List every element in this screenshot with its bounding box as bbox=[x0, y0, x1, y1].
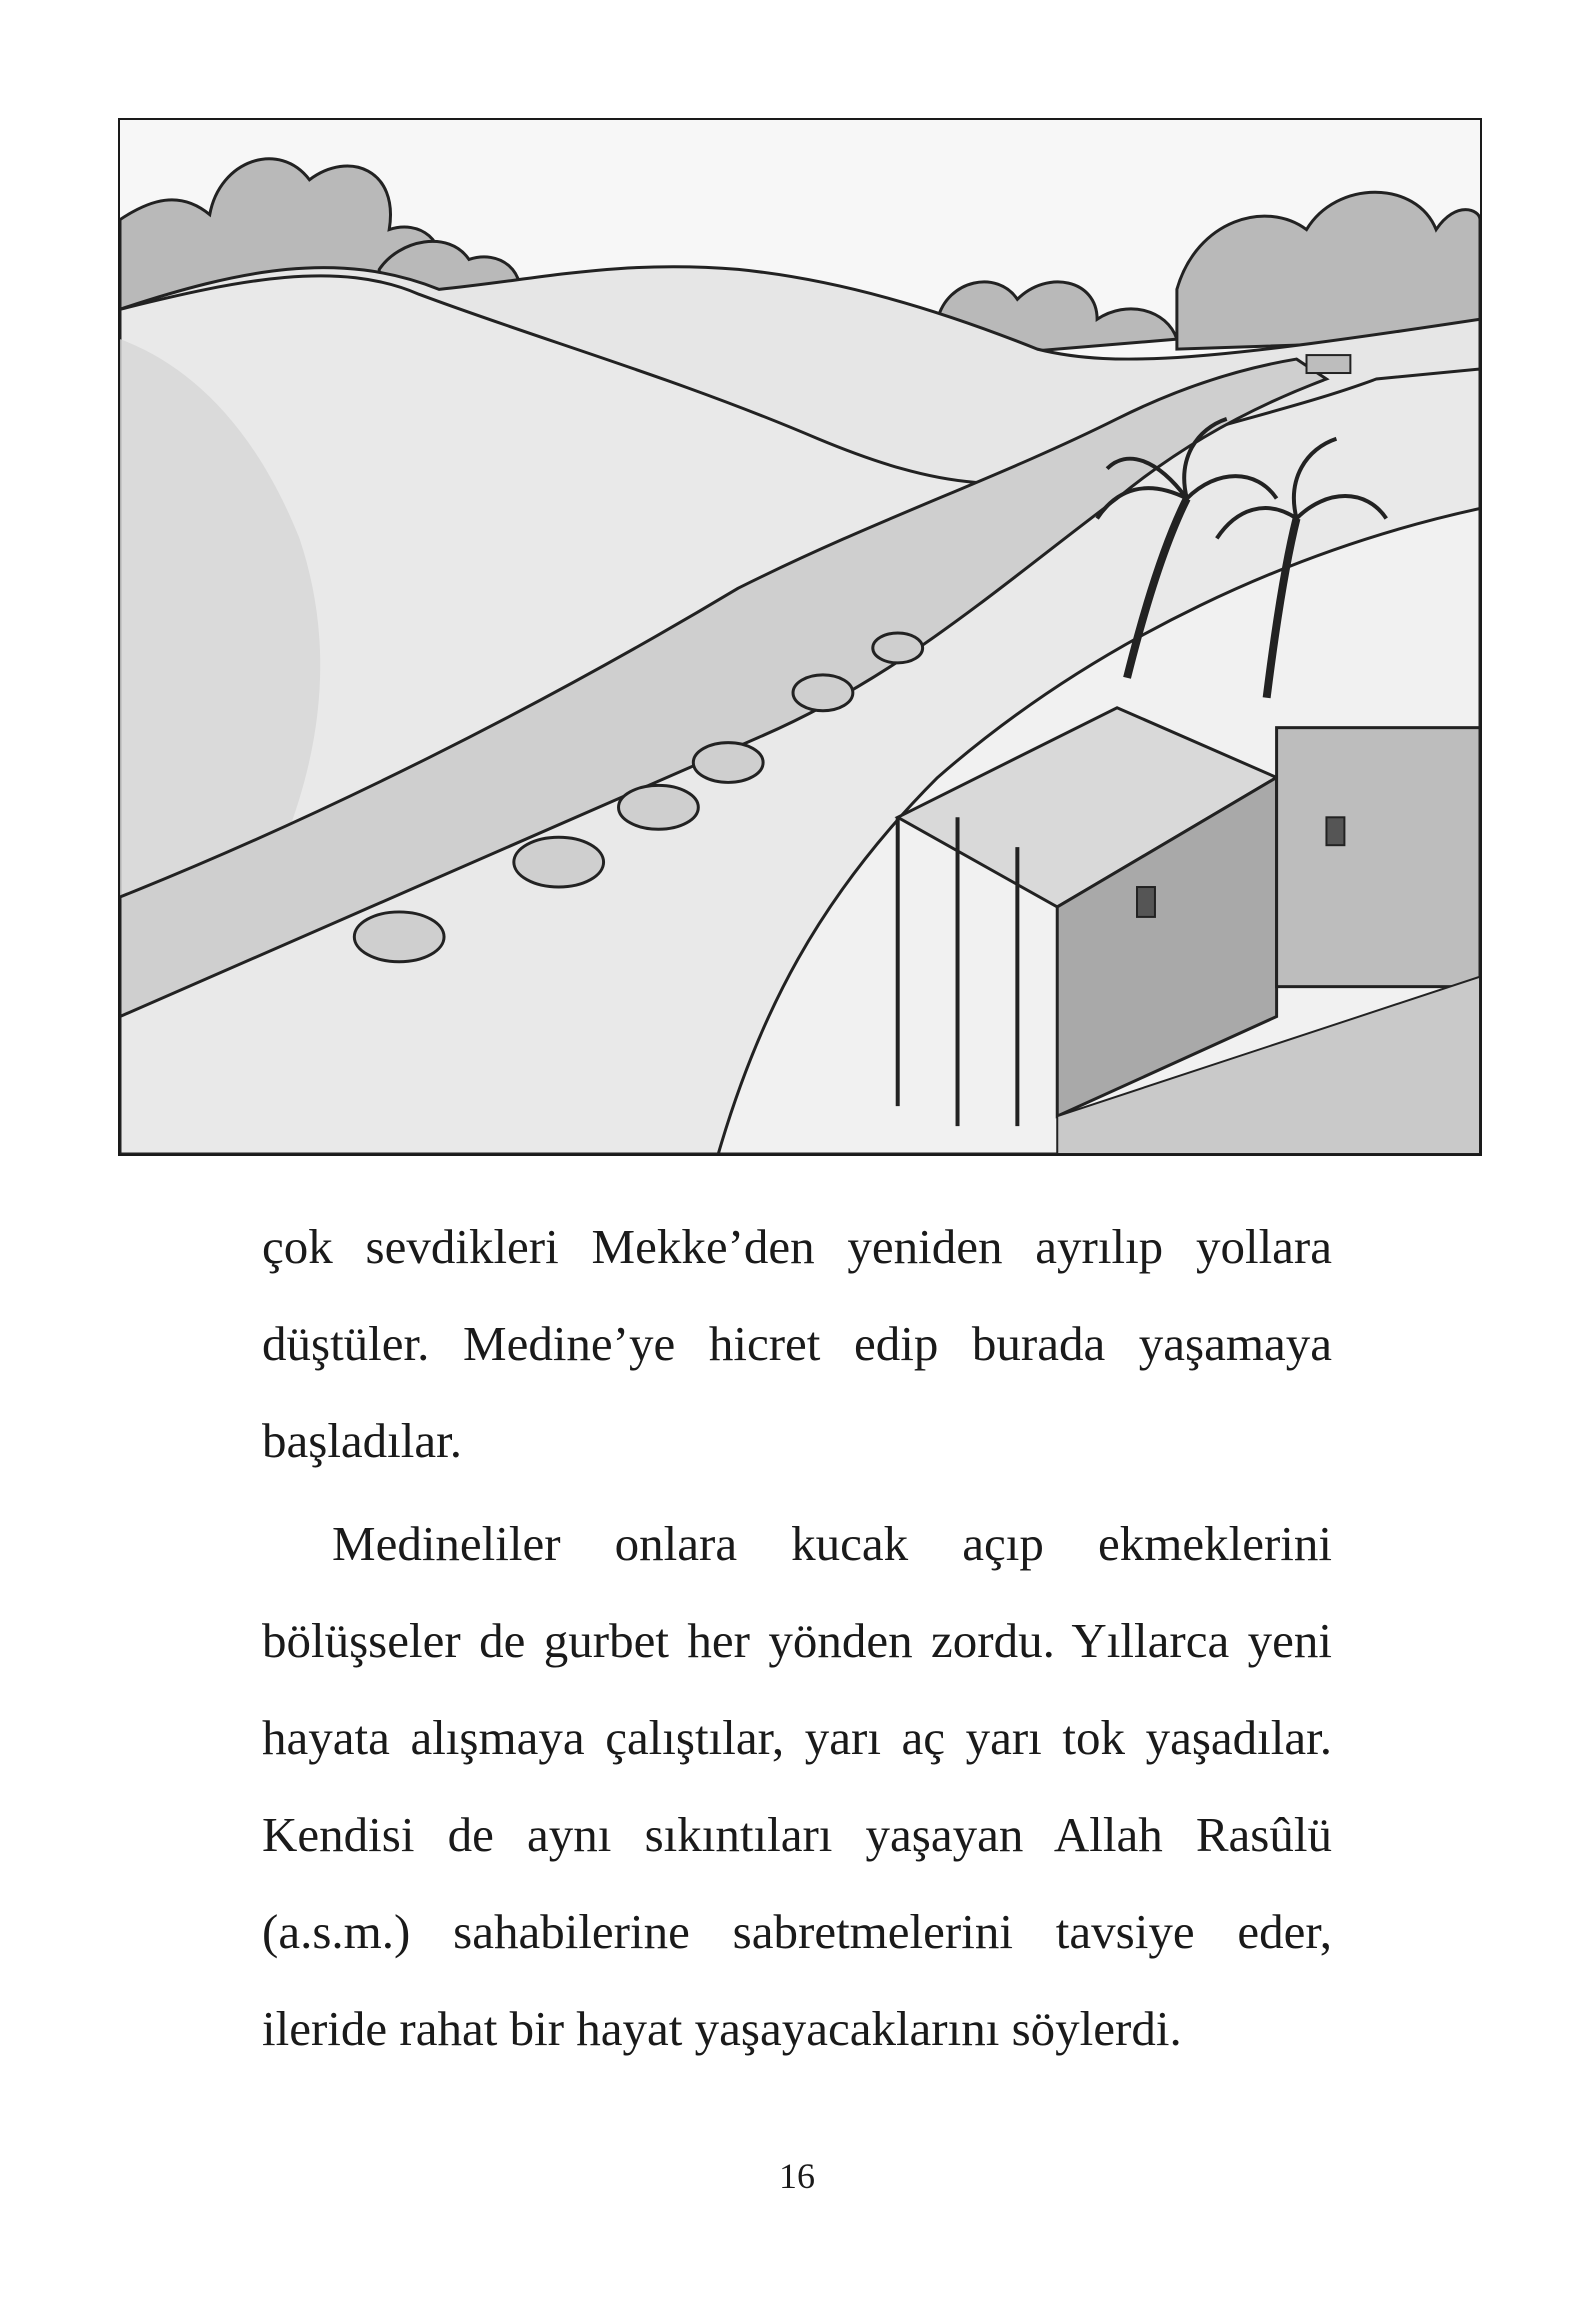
caravan-scene-icon bbox=[120, 120, 1480, 1154]
page-number: 16 bbox=[779, 2156, 815, 2196]
desert-caravan-illustration bbox=[118, 118, 1482, 1156]
body-text bbox=[262, 1198, 1332, 2077]
paragraph-2: Medineliler onlara kucak açıp ekmeklerini bölüşseler de gurbet her yönden zordu. Yıllarca yeni hayata alışmaya çalıştılar, yarı aç yarı tok yaşadılar. Kendisi de aynı sıkıntıları yaşayan Allah Rasûlü (a.s.m.) sahabilerine sabretmelerini tavsiye eder, ileride rahat bir hayat yaşayacaklarını söylerdi. bbox=[262, 1516, 1332, 2056]
paragraph-1: çok sevdikleri Mekke’den yeniden ayrılıp yollara düştüler. Medine’ye hicret edip burada yaşamaya başladılar. bbox=[262, 1219, 1332, 1468]
